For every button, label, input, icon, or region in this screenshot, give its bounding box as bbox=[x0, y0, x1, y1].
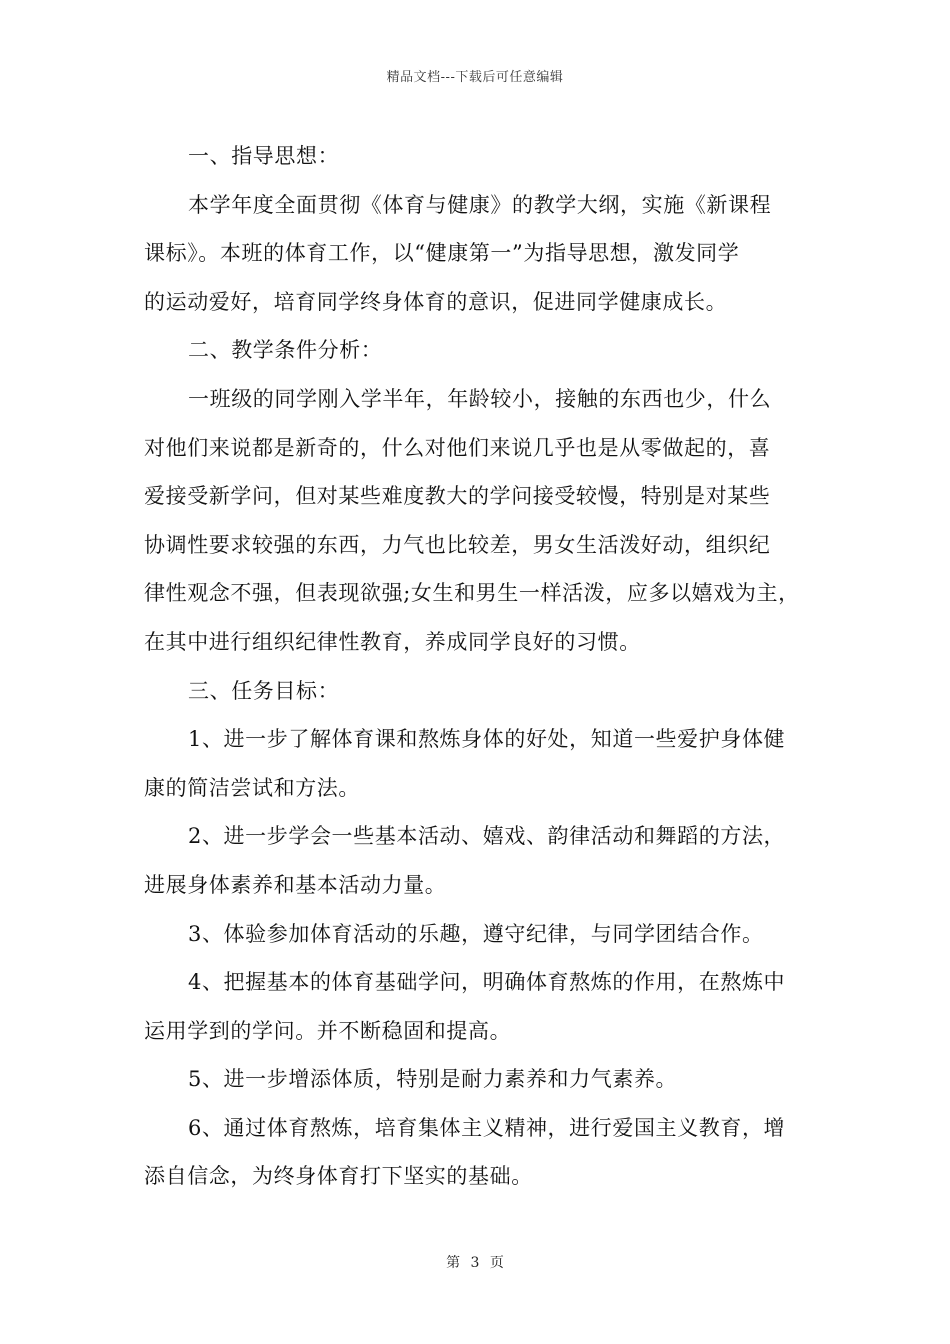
page-footer bbox=[0, 1252, 950, 1272]
page-number-prefix: 第 bbox=[446, 1255, 461, 1271]
list-item-4-continued: 运用学到的学问。并不断稳固和提高。 bbox=[144, 1018, 512, 1043]
paragraph-line: 爱接受新学问，但对某些难度教大的学问接受较慢，特别是对某些 bbox=[144, 484, 771, 509]
section-heading-teaching-conditions: 二、教学条件分析： bbox=[188, 338, 383, 363]
paragraph-line: 在其中进行组织纪律性教育，养成同学良好的习惯。 bbox=[144, 629, 641, 654]
paragraph-line: 协调性要求较强的东西，力气也比较差，男女生活泼好动，组织纪 bbox=[144, 532, 771, 557]
page-number: 3 bbox=[470, 1255, 480, 1271]
list-item-5: 5、进一步增添体质，特别是耐力素养和力气素养。 bbox=[188, 1067, 678, 1092]
list-item-6: 6、通过体育熬炼，培育集体主义精神，进行爱国主义教育，增 bbox=[188, 1115, 786, 1140]
paragraph-line: 对他们来说都是新奇的，什么对他们来说几乎也是从零做起的，喜 bbox=[144, 435, 771, 460]
list-item-2: 2、进一步学会一些基本活动、嬉戏、韵律活动和舞蹈的方法， bbox=[188, 824, 786, 849]
list-item-3: 3、体验参加体育活动的乐趣，遵守纪律，与同学团结合作。 bbox=[188, 921, 764, 946]
page-header: 精品文档---下载后可任意编辑 bbox=[386, 70, 564, 85]
paragraph-line: 课标》。本班的体育工作，以“健康第一”为指导思想，激发同学 bbox=[144, 241, 740, 266]
page-number-suffix: 页 bbox=[489, 1255, 504, 1271]
section-heading-task-goals: 三、任务目标： bbox=[188, 678, 340, 703]
paragraph-line: 的运动爱好，培育同学终身体育的意识，促进同学健康成长。 bbox=[144, 289, 728, 314]
list-item-1-continued: 康的简洁尝试和方法。 bbox=[144, 775, 360, 800]
list-item-1: 1、进一步了解体育课和熬炼身体的好处，知道一些爱护身体健 bbox=[188, 727, 786, 752]
document-body bbox=[144, 132, 830, 1201]
list-item-6-continued: 添自信念，为终身体育打下坚实的基础。 bbox=[144, 1164, 533, 1189]
paragraph-line: 律性观念不强，但表现欲强;女生和男生一样活泼，应多以嬉戏为主， bbox=[144, 581, 800, 606]
list-item-4: 4、把握基本的体育基础学问，明确体育熬炼的作用，在熬炼中 bbox=[188, 970, 786, 995]
list-item-2-continued: 进展身体素养和基本活动力量。 bbox=[144, 872, 447, 897]
paragraph-line: 本学年度全面贯彻《体育与健康》的教学大纲，实施《新课程 bbox=[188, 192, 772, 217]
paragraph-line: 一班级的同学刚入学半年，年龄较小，接触的东西也少，什么 bbox=[188, 386, 772, 411]
section-heading-guiding-ideology: 一、指导思想： bbox=[188, 144, 340, 168]
